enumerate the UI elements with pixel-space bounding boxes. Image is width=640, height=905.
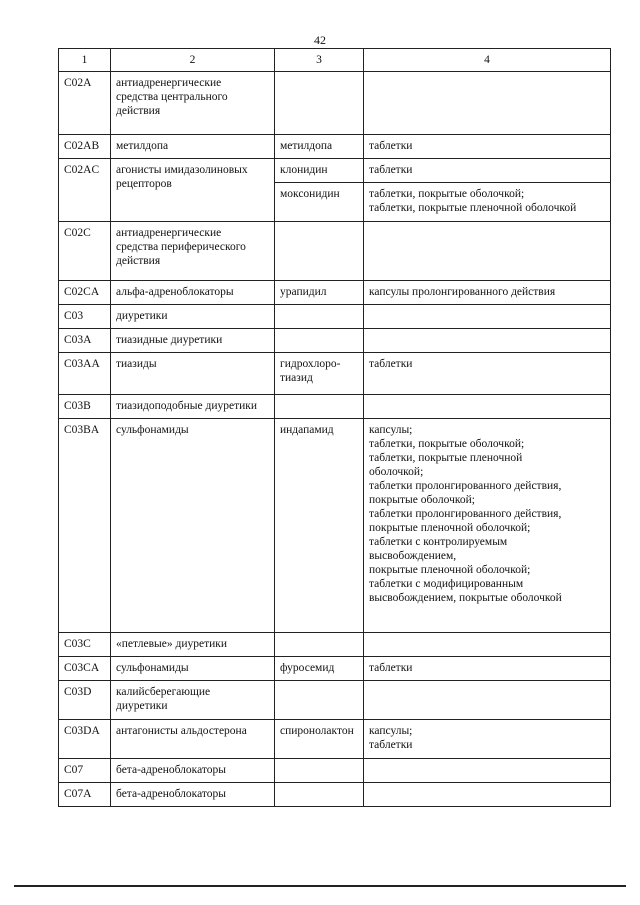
group-name-cell: агонисты имидазолиновых рецепторов [111, 159, 275, 222]
atc-code-cell: C03DA [59, 720, 111, 759]
dosage-form-cell [364, 305, 611, 329]
drug-name-cell [275, 633, 364, 657]
group-name-cell: альфа-адреноблокаторы [111, 281, 275, 305]
dosage-form-cell [364, 222, 611, 281]
atc-code-cell: C03B [59, 395, 111, 419]
group-name-cell: тиазидоподобные диуретики [111, 395, 275, 419]
drug-name-cell [275, 759, 364, 783]
atc-code-cell: C03C [59, 633, 111, 657]
bottom-rule [14, 885, 626, 887]
group-name-cell: бета-адреноблокаторы [111, 783, 275, 807]
drug-name-cell [275, 329, 364, 353]
table-row [59, 305, 611, 329]
drug-name-cell [275, 72, 364, 135]
atc-code-cell: C03BA [59, 419, 111, 633]
table-row [59, 222, 611, 281]
group-name-cell: сульфонамиды [111, 419, 275, 633]
group-name-cell: антагонисты альдостерона [111, 720, 275, 759]
table-row [59, 159, 611, 183]
column-header-1: 1 [59, 49, 111, 72]
dosage-form-cell [364, 395, 611, 419]
page-number: 42 [314, 33, 326, 47]
atc-code-cell: C02C [59, 222, 111, 281]
dosage-form-cell [364, 72, 611, 135]
group-name-cell: тиазиды [111, 353, 275, 395]
atc-code-cell: C02AB [59, 135, 111, 159]
drug-name-cell: фуросемид [275, 657, 364, 681]
group-name-cell: бета-адреноблокаторы [111, 759, 275, 783]
group-name-cell: тиазидные диуретики [111, 329, 275, 353]
table-row [59, 657, 611, 681]
drug-name-cell [275, 222, 364, 281]
drug-name-cell: индапамид [275, 419, 364, 633]
group-name-cell: «петлевые» диуретики [111, 633, 275, 657]
dosage-form-cell: таблетки [364, 135, 611, 159]
atc-code-cell: C03CA [59, 657, 111, 681]
dosage-form-cell: таблетки, покрытые оболочкой; таблетки, покрытые пленочной оболочкой [364, 183, 611, 222]
drug-name-cell: спиронолактон [275, 720, 364, 759]
dosage-form-cell [364, 783, 611, 807]
table-row [59, 681, 611, 720]
drug-name-cell: гидрохлоро- тиазид [275, 353, 364, 395]
table-row [59, 720, 611, 759]
table-row [59, 281, 611, 305]
drug-name-cell: клонидин [275, 159, 364, 183]
atc-code-cell: C02A [59, 72, 111, 135]
dosage-form-cell: капсулы пролонгированного действия [364, 281, 611, 305]
table-row [59, 353, 611, 395]
group-name-cell: антиадренергические средства периферического действия [111, 222, 275, 281]
dosage-form-cell [364, 759, 611, 783]
column-header-3: 3 [275, 49, 364, 72]
dosage-form-cell: капсулы; таблетки [364, 720, 611, 759]
atc-code-cell: C03AA [59, 353, 111, 395]
group-name-cell: калийсберегающие диуретики [111, 681, 275, 720]
header-row [59, 49, 611, 72]
drug-name-cell: урапидил [275, 281, 364, 305]
atc-code-cell: C07A [59, 783, 111, 807]
atc-code-cell: C03A [59, 329, 111, 353]
drug-name-cell [275, 305, 364, 329]
group-name-cell: сульфонамиды [111, 657, 275, 681]
column-header-2: 2 [111, 49, 275, 72]
table-row [59, 329, 611, 353]
group-name-cell: диуретики [111, 305, 275, 329]
atc-code-cell: C02CA [59, 281, 111, 305]
drug-name-cell [275, 395, 364, 419]
dosage-form-cell: таблетки [364, 159, 611, 183]
table-row [59, 633, 611, 657]
atc-code-cell: C03 [59, 305, 111, 329]
group-name-cell: антиадренергические средства центрального действия [111, 72, 275, 135]
dosage-form-cell [364, 681, 611, 720]
table-row [59, 419, 611, 633]
column-header-4: 4 [364, 49, 611, 72]
dosage-form-cell [364, 329, 611, 353]
dosage-form-cell: капсулы; таблетки, покрытые оболочкой; таблетки, покрытые пленочной оболочкой; таблетки пролонгированного действия, покрытые оболочкой; таблетки пролонгированного действия, покрытые пленочной оболочкой; таблетки с контролируемым высвобождением, покрытые пленочной оболочкой; таблетки с модифицированным высвобождением, покрытые оболочкой [364, 419, 611, 633]
table-row [59, 395, 611, 419]
table-row [59, 783, 611, 807]
drug-name-cell [275, 681, 364, 720]
group-name-cell: метилдопа [111, 135, 275, 159]
table-row [59, 72, 611, 135]
drug-name-cell: моксонидин [275, 183, 364, 222]
drug-name-cell: метилдопа [275, 135, 364, 159]
table-row [59, 759, 611, 783]
atc-code-cell: C07 [59, 759, 111, 783]
dosage-form-cell: таблетки [364, 657, 611, 681]
drug-classification-table [58, 48, 611, 807]
drug-name-cell [275, 783, 364, 807]
table-row [59, 135, 611, 159]
dosage-form-cell [364, 633, 611, 657]
dosage-form-cell: таблетки [364, 353, 611, 395]
atc-code-cell: C02AC [59, 159, 111, 222]
atc-code-cell: C03D [59, 681, 111, 720]
